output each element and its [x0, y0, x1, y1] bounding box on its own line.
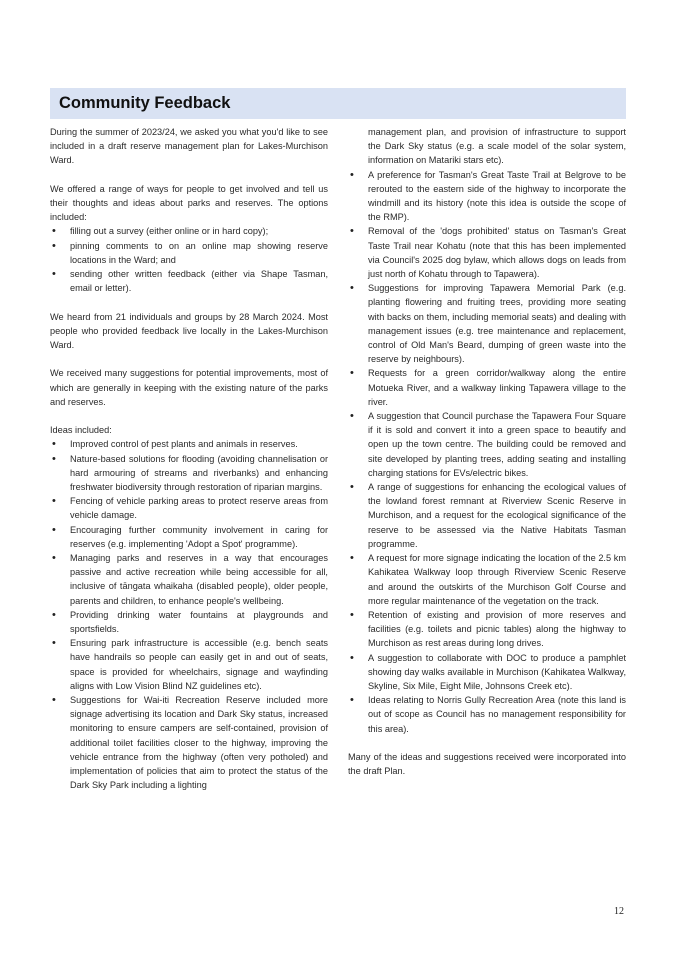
list-item: • Ideas relating to Norris Gully Recreation Area (note this land is out of scope as Council has no management responsibility for this area).	[348, 693, 626, 736]
options-paragraph: We offered a range of ways for people to get involved and tell us their thoughts and ideas about parks and reserves. The options included:	[50, 183, 328, 223]
list-item: • Requests for a green corridor/walkway along the entire Motueka River, and a walkway linking Tapawera village to the river.	[348, 366, 626, 409]
list-item: • Providing drinking water fountains at playgrounds and sportsfields.	[50, 608, 328, 636]
list-item: • A request for more signage indicating the location of the 2.5 km Kahikatea Walkway loop through Riverview Scenic Reserve and around the outskirts of the Murchison Golf Course and more regular maintenance of the vegetation on the track.	[348, 551, 626, 608]
left-column	[50, 125, 328, 807]
list-item: • filling out a survey (either online or in hard copy);	[50, 224, 328, 238]
responses-paragraph: We heard from 21 individuals and groups by 28 March 2024. Most people who provided feedback live locally in the Lakes-Murchison Ward.	[50, 311, 328, 351]
list-item: • Encouraging further community involvement in caring for reserves (e.g. implementing 'Adopt a Spot' programme).	[50, 523, 328, 551]
list-item: • Retention of existing and provision of more reserves and facilities (e.g. toilets and picnic tables) along the highway to Murchison as rest areas during long drives.	[348, 608, 626, 651]
right-column	[348, 125, 626, 793]
list-item: • Fencing of vehicle parking areas to protect reserve areas from vehicle damage.	[50, 494, 328, 522]
list-item: • A range of suggestions for enhancing the ecological values of the lowland forest remnant at Riverview Scenic Reserve in Murchison, and a request for the ecological significance of the reserve to be assessed via the Native Habitats Tasman programme.	[348, 480, 626, 551]
list-item: • pinning comments to on an online map showing reserve locations in the Ward; and	[50, 239, 328, 267]
list-item: • Nature-based solutions for flooding (avoiding channelisation or hard armouring of streams and riverbanks) and enhancing freshwater biodiversity through restoration of riparian margins.	[50, 452, 328, 495]
ideas-list-continued	[348, 168, 626, 736]
list-item: • Managing parks and reserves in a way that encourages passive and active recreation while being accessible for all, inclusive of tāngata whaikaha (disabled people), older people, parents and children, to enhance people's wellbeing.	[50, 551, 328, 608]
continued-text: management plan, and provision of infrastructure to support the Dark Sky status (e.g. a scale model of the solar system, information on Matariki stars etc).	[368, 127, 626, 166]
closing-paragraph: Many of the ideas and suggestions received were incorporated into the draft Plan.	[348, 751, 626, 777]
suggestions-paragraph: We received many suggestions for potential improvements, most of which are generally in keeping with the existing nature of the parks and reserves.	[50, 368, 328, 407]
page-title: Community Feedback	[59, 94, 231, 112]
list-item: • Suggestions for improving Tapawera Memorial Park (e.g. planting flowering and fruiting trees, providing more seating with backs on them, including memorial seats) and dealing with management issues (e.g. tree maintenance and replacement, control of Old Man's Beard, dumping of green waste into the reserve by neighbours).	[348, 281, 626, 366]
list-item: • Ensuring park infrastructure is accessible (e.g. bench seats have handrails so people can easily get in and out of seats, space is provided for wheelchairs, signage and wayfinding aligns with Low Vision Blind NZ guidelines etc).	[50, 636, 328, 693]
list-item: • A suggestion to collaborate with DOC to produce a pamphlet showing day walks available in Murchison (Kahikatea Walkway, Skyline, Six Mile, Eight Mile, Johnsons Creek etc).	[348, 651, 626, 694]
section-banner	[50, 88, 626, 119]
list-item: • sending other written feedback (either via Shape Tasman, email or letter).	[50, 267, 328, 295]
ideas-list	[50, 437, 328, 792]
page-number: 12	[614, 906, 624, 917]
list-item: • A suggestion that Council purchase the Tapawera Four Square if it is sold and convert it into a green space to beautify and open up the town centre. The building could be removed and site developed by planting trees, adding seating and installing charging stations for EVs/electric bikes.	[348, 409, 626, 480]
intro-paragraph: During the summer of 2023/24, we asked you what you'd like to see included in a draft reserve management plan for Lakes-Murchison Ward.	[50, 127, 328, 166]
options-list	[50, 224, 328, 295]
list-item: • A preference for Tasman's Great Taste Trail at Belgrove to be rerouted to the eastern side of the highway to incorporate the windmill and its history (note this idea is outside the scope of the RMP).	[348, 168, 626, 225]
list-item: • Suggestions for Wai-iti Recreation Reserve included more signage advertising its location and Dark Sky status, increased monitoring to ensure campers are self-contained, provision of additional toilet facilities closer to the highway, improving the vehicle entrance from the highway (often very potholed) and implementation of policies that aim to protect the status of the Dark Sky Park including a lighting	[50, 693, 328, 792]
list-item: • Improved control of pest plants and animals in reserves.	[50, 437, 328, 451]
list-item: • Removal of the 'dogs prohibited' status on Tasman's Great Taste Trail near Kohatu (note that this has been implemented via Council's 2025 dog bylaw, which allows dogs on leads from just north of Kohatu through to Tapawera).	[348, 224, 626, 281]
ideas-intro: Ideas included:	[50, 425, 112, 436]
